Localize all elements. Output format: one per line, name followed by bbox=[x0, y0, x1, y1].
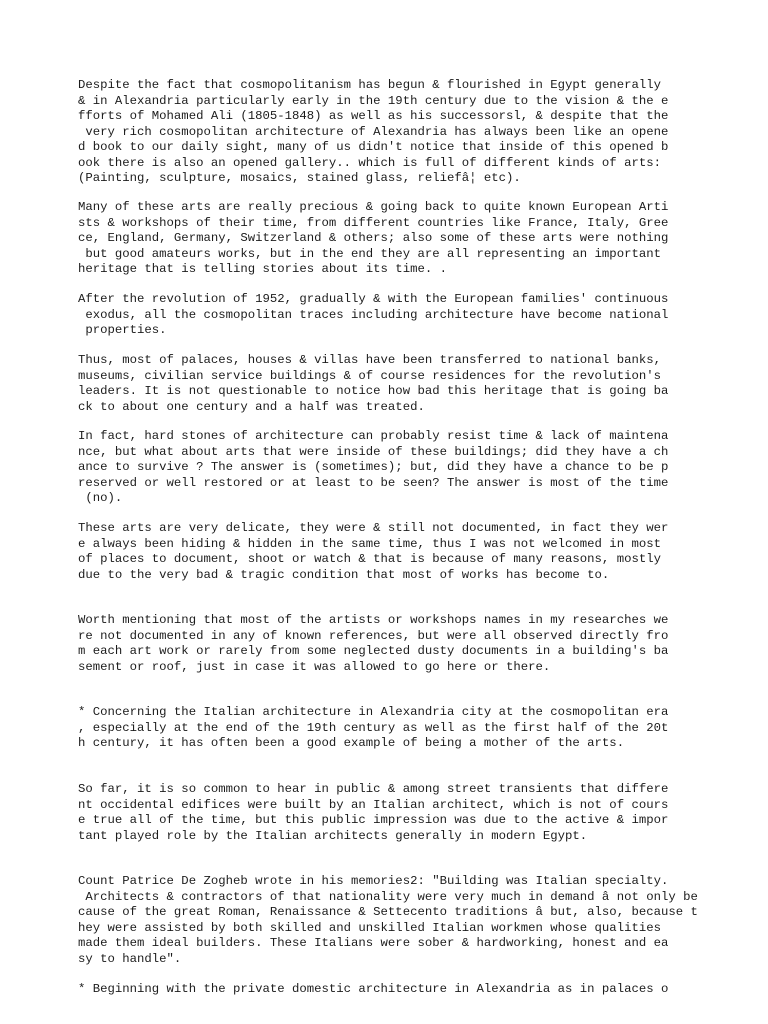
paragraph-revolution-1952 bbox=[78, 292, 668, 339]
text-line: Many of these arts are really precious & going back to quite known European Arti bbox=[78, 200, 669, 214]
paragraph-domestic-architecture bbox=[78, 982, 668, 998]
text-line: (no). bbox=[78, 491, 123, 505]
text-line: In fact, hard stones of architecture can probably resist time & lack of maintena bbox=[78, 429, 669, 443]
paragraph-zogheb-quote bbox=[78, 874, 698, 967]
paragraph-cosmopolitanism-intro bbox=[78, 78, 668, 187]
text-line: heritage that is telling stories about its time. . bbox=[78, 262, 447, 276]
paragraph-worth-mentioning bbox=[78, 613, 668, 675]
text-line: Worth mentioning that most of the artists or workshops names in my researches we bbox=[78, 613, 669, 627]
text-line: (Painting, sculpture, mosaics, stained glass, reliefâ¦ etc). bbox=[78, 171, 521, 185]
text-line: e true all of the time, but this public impression was due to the active & impor bbox=[78, 813, 669, 827]
text-line: museums, civilian service buildings & of course residences for the revolution's bbox=[78, 368, 661, 383]
text-line: ce, England, Germany, Switzerland & others; also some of these arts were nothing bbox=[78, 231, 669, 245]
text-line: but good amateurs works, but in the end they are all representing an important bbox=[78, 246, 661, 261]
text-line: ance to survive ? The answer is (sometimes); but, did they have a chance to be p bbox=[78, 460, 669, 474]
text-line: sement or roof, just in case it was allowed to go here or there. bbox=[78, 659, 551, 674]
text-line: tant played role by the Italian architects generally in modern Egypt. bbox=[78, 828, 588, 843]
text-line: * Beginning with the private domestic architecture in Alexandria as in palaces o bbox=[78, 982, 669, 996]
text-line: due to the very bad & tragic condition that most of works has become to. bbox=[78, 567, 610, 582]
text-line: These arts are very delicate, they were & still not documented, in fact they wer bbox=[78, 521, 669, 535]
text-line: fforts of Mohamed Ali (1805-1848) as well as his successorsl, & despite that the bbox=[78, 109, 669, 123]
text-line: & in Alexandria particularly early in the 19th century due to the vision & the e bbox=[78, 93, 669, 108]
text-line: leaders. It is not questionable to notice how bad this heritage that is going ba bbox=[78, 384, 669, 398]
text-line: of places to document, shoot or watch & that is because of many reasons, mostly bbox=[78, 552, 661, 566]
text-line: , especially at the end of the 19th century as well as the first half of the 20t bbox=[78, 720, 669, 735]
text-line: sts & workshops of their time, from different countries like France, Italy, Gree bbox=[78, 215, 669, 230]
text-line: After the revolution of 1952, gradually & with the European families' continuous bbox=[78, 292, 669, 306]
text-line: reserved or well restored or at least to be seen? The answer is most of the time bbox=[78, 475, 669, 490]
text-line: sy to handle". bbox=[78, 951, 182, 966]
paragraph-european-artists bbox=[78, 200, 668, 278]
paragraph-delicate-arts bbox=[78, 521, 668, 583]
text-line: properties. bbox=[78, 323, 167, 337]
text-line: h century, it has often been a good example of being a mother of the arts. bbox=[78, 736, 625, 750]
text-line: very rich cosmopolitan architecture of Alexandria has always been like an opene bbox=[78, 124, 669, 139]
text-line: d book to our daily sight, many of us didn't notice that inside of this opened b bbox=[78, 140, 669, 154]
text-line: m each art work or rarely from some neglected dusty documents in a building's ba bbox=[78, 644, 669, 658]
text-line: hey were assisted by both skilled and unskilled Italian workmen whose qualities bbox=[78, 920, 661, 935]
text-line: ook there is also an opened gallery.. which is full of different kinds of arts: bbox=[78, 155, 661, 170]
text-line: Architects & contractors of that nationality were very much in demand â not only be bbox=[78, 889, 698, 904]
text-line: So far, it is so common to hear in public & among street transients that differe bbox=[78, 782, 669, 796]
paragraph-hard-stones bbox=[78, 429, 668, 507]
text-line: Thus, most of palaces, houses & villas have been transferred to national banks, bbox=[78, 353, 661, 367]
text-line: * Concerning the Italian architecture in Alexandria city at the cosmopolitan era bbox=[78, 705, 669, 719]
text-line: nce, but what about arts that were inside of these buildings; did they have a ch bbox=[78, 444, 669, 459]
paragraph-public-impression bbox=[78, 782, 668, 844]
text-line: e always been hiding & hidden in the same time, thus I was not welcomed in most bbox=[78, 536, 661, 551]
paragraph-italian-architecture bbox=[78, 705, 668, 752]
text-line: made them ideal builders. These Italians were sober & hardworking, honest and ea bbox=[78, 936, 669, 950]
text-line: cause of the great Roman, Renaissance & Settecento traditions â but, also, because t bbox=[78, 905, 698, 919]
text-line: re not documented in any of known references, but were all observed directly fro bbox=[78, 628, 669, 643]
text-line: exodus, all the cosmopolitan traces including architecture have become national bbox=[78, 307, 669, 322]
text-line: Despite the fact that cosmopolitanism has begun & flourished in Egypt generally bbox=[78, 78, 661, 92]
text-line: Count Patrice De Zogheb wrote in his memories2: "Building was Italian specialty. bbox=[78, 874, 669, 888]
text-line: ck to about one century and a half was treated. bbox=[78, 399, 425, 414]
text-line: nt occidental edifices were built by an Italian architect, which is not of cours bbox=[78, 797, 669, 812]
paragraph-palaces-transferred bbox=[78, 353, 668, 415]
